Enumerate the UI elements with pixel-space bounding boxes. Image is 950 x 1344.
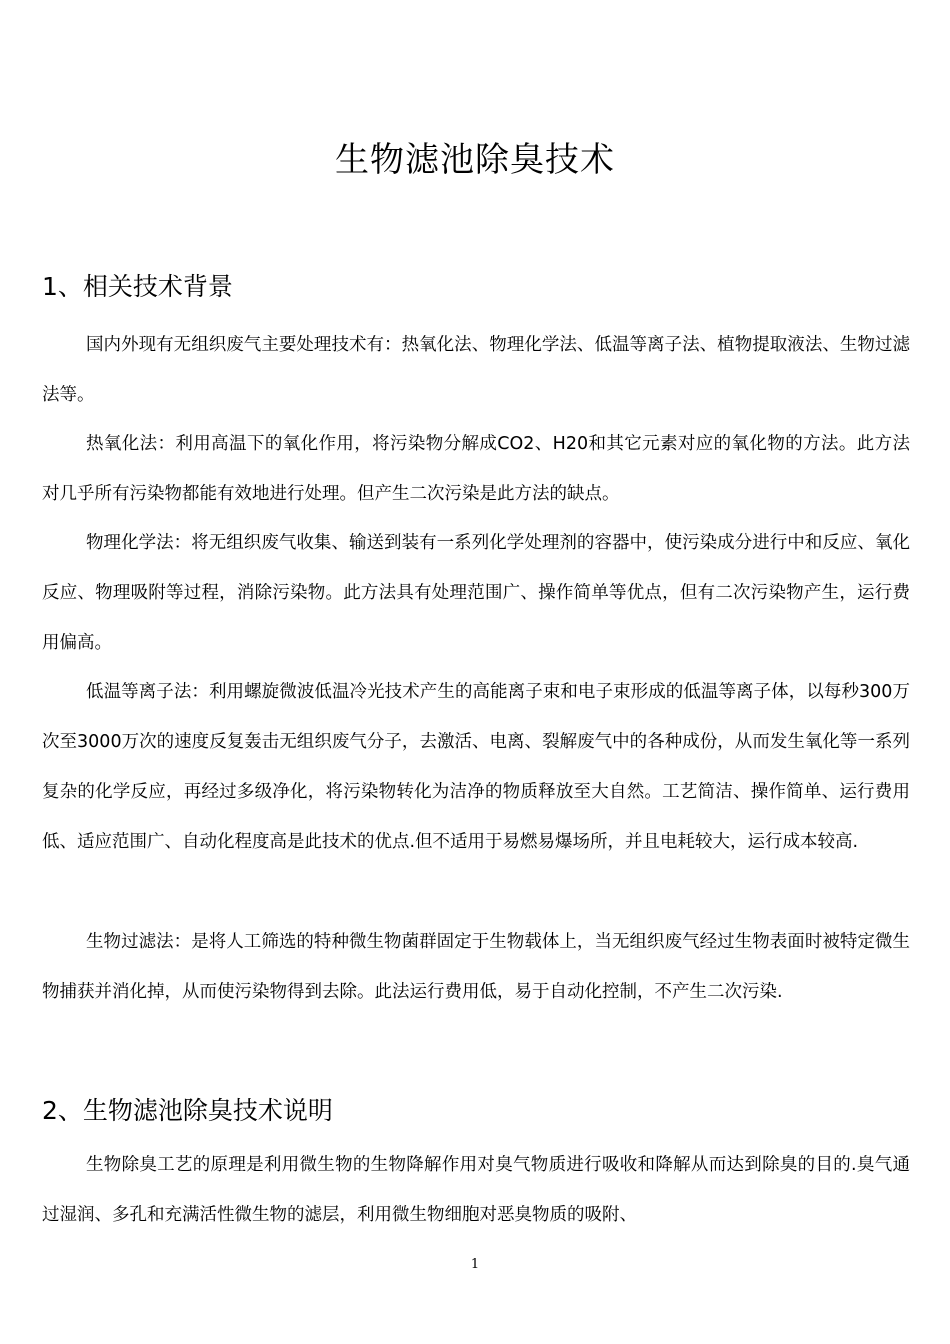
paragraph-physicochemical: 物理化学法：将无组织废气收集、输送到装有一系列化学处理剂的容器中，使污染成分进行中和反应、氧化反应、物理吸附等过程，消除污染物。此方法具有处理范围广、操作简单等优点，但有二次污染物产生，运行费用偏高。: [42, 533, 910, 653]
section-heading-1: 1、相关技术背景: [42, 272, 233, 301]
section-heading-2: 2、生物滤池除臭技术说明: [42, 1096, 333, 1125]
paragraph-biofilter-principle: 生物除臭工艺的原理是利用微生物的生物降解作用对臭气物质进行吸收和降解从而达到除臭的目的.臭气通过湿润、多孔和充满活性微生物的滤层，利用微生物细胞对恶臭物质的吸附、: [42, 1155, 910, 1225]
document-title: 生物滤池除臭技术: [335, 140, 615, 180]
paragraph-low-temp-plasma: 低温等离子法：利用螺旋微波低温冷光技术产生的高能离子束和电子束形成的低温等离子体，以每秒300万次至3000万次的速度反复轰击无组织废气分子，去激活、电离、裂解废气中的各种成份，从而发生氧化等一系列复杂的化学反应，再经过多级净化，将污染物转化为洁净的物质释放至大自然。工艺简洁、操作简单、运行费用低、适应范围广、自动化程度高是此技术的优点.但不适用于易燃易爆场所，并且电耗较大，运行成本较高.: [42, 682, 910, 852]
page-number: 1: [470, 1257, 480, 1272]
paragraph-overview: 国内外现有无组织废气主要处理技术有：热氧化法、物理化学法、低温等离子法、植物提取液法、生物过滤法等。: [42, 335, 910, 405]
paragraph-biofiltration: 生物过滤法：是将人工筛选的特种微生物菌群固定于生物载体上，当无组织废气经过生物表面时被特定微生物捕获并消化掉，从而使污染物得到去除。此法运行费用低，易于自动化控制，不产生二次污染.: [42, 932, 910, 1002]
paragraph-thermal-oxidation: 热氧化法：利用高温下的氧化作用，将污染物分解成CO2、H20和其它元素对应的氧化物的方法。此方法对几乎所有污染物都能有效地进行处理。但产生二次污染是此方法的缺点。: [42, 434, 910, 504]
